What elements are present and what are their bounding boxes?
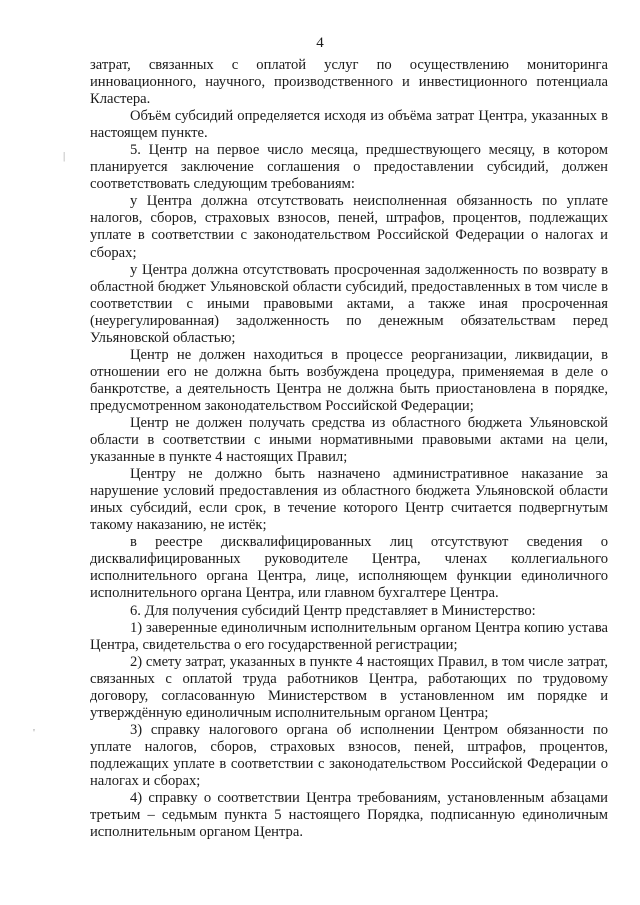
scan-mark: | xyxy=(63,150,66,162)
document-body xyxy=(90,57,608,841)
paragraph: 5. Центр на первое число месяца, предшествующего месяцу, в котором планируется заключение соглашения о предоставлении субсидий, должен соответствовать следующим требованиям: xyxy=(90,142,608,193)
paragraph: Объём субсидий определяется исходя из объёма затрат Центра, указанных в настоящем пункте. xyxy=(90,108,608,142)
paragraph: 6. Для получения субсидий Центр представляет в Министерство: xyxy=(130,602,536,619)
scan-mark: ' xyxy=(33,727,35,739)
paragraph: 3) справку налогового органа об исполнении Центром обязанности по уплате налогов, сборов, страховых взносов, пеней, штрафов, процентов, подлежащих уплате в соответствии с законодательством Российской Федерации о налогах и сборах; xyxy=(90,721,608,789)
paragraph: затрат, связанных с оплатой услуг по осуществлению мониторинга инновационного, научного, производственного и инвестиционного потенциала Кластера. xyxy=(90,57,608,108)
paragraph: 2) смету затрат, указанных в пункте 4 настоящих Правил, в том числе затрат, связанных с оплатой труда работников Центра, работающих по трудовому договору, согласованную Министерством в установленном им порядке и утверждённую единоличным исполнительным органом Центра; xyxy=(90,653,608,721)
paragraph: 4) справку о соответствии Центра требованиям, установленным абзацами третьим – седьмым пункта 5 настоящего Порядка, подписанную единоличным исполнительным органом Центра. xyxy=(90,790,608,841)
paragraph: Центр не должен получать средства из областного бюджета Ульяновской области в соответствии с иными нормативными правовыми актами на цели, указанные в пункте 4 настоящих Правил; xyxy=(90,414,608,466)
paragraph: у Центра должна отсутствовать просроченная задолженность по возврату в областной бюджет Ульяновской области субсидий, предоставленных в том числе в соответствии с иными правовыми актами, а также иная просроченная (неурегулированная) задолженность по денежным обязательствам перед Ульяновской областью; xyxy=(90,261,608,346)
page-number: 4 xyxy=(316,35,324,51)
paragraph: Центр не должен находиться в процессе реорганизации, ликвидации, в отношении его не должна быть возбуждена процедура, применяемая в деле о банкротстве, а деятельность Центра не должна быть приостановлена в порядке, предусмотренном законодательством Российской Федерации; xyxy=(90,346,608,414)
paragraph: 1) заверенные единоличным исполнительным органом Центра копию устава Центра, свидетельства о его государственной регистрации; xyxy=(90,619,608,653)
paragraph: в реестре дисквалифицированных лиц отсутствуют сведения о дисквалифицированных руководителе Центра, членах коллегиального исполнительного органа Центра, лице, исполняющем функции единоличного исполнительного органа Центра, или главном бухгалтере Центра. xyxy=(90,534,608,602)
paragraph: у Центра должна отсутствовать неисполненная обязанность по уплате налогов, сборов, страховых взносов, пеней, штрафов, процентов, подлежащих уплате в соответствии с законодательством Российской Федерации о налогах и сборах; xyxy=(90,193,608,261)
paragraph: Центру не должно быть назначено административное наказание за нарушение условий предоставления из областного бюджета Ульяновской области иных субсидий, если срок, в течение которого Центр считается подвергнутым такому наказанию, не истёк; xyxy=(90,466,608,534)
